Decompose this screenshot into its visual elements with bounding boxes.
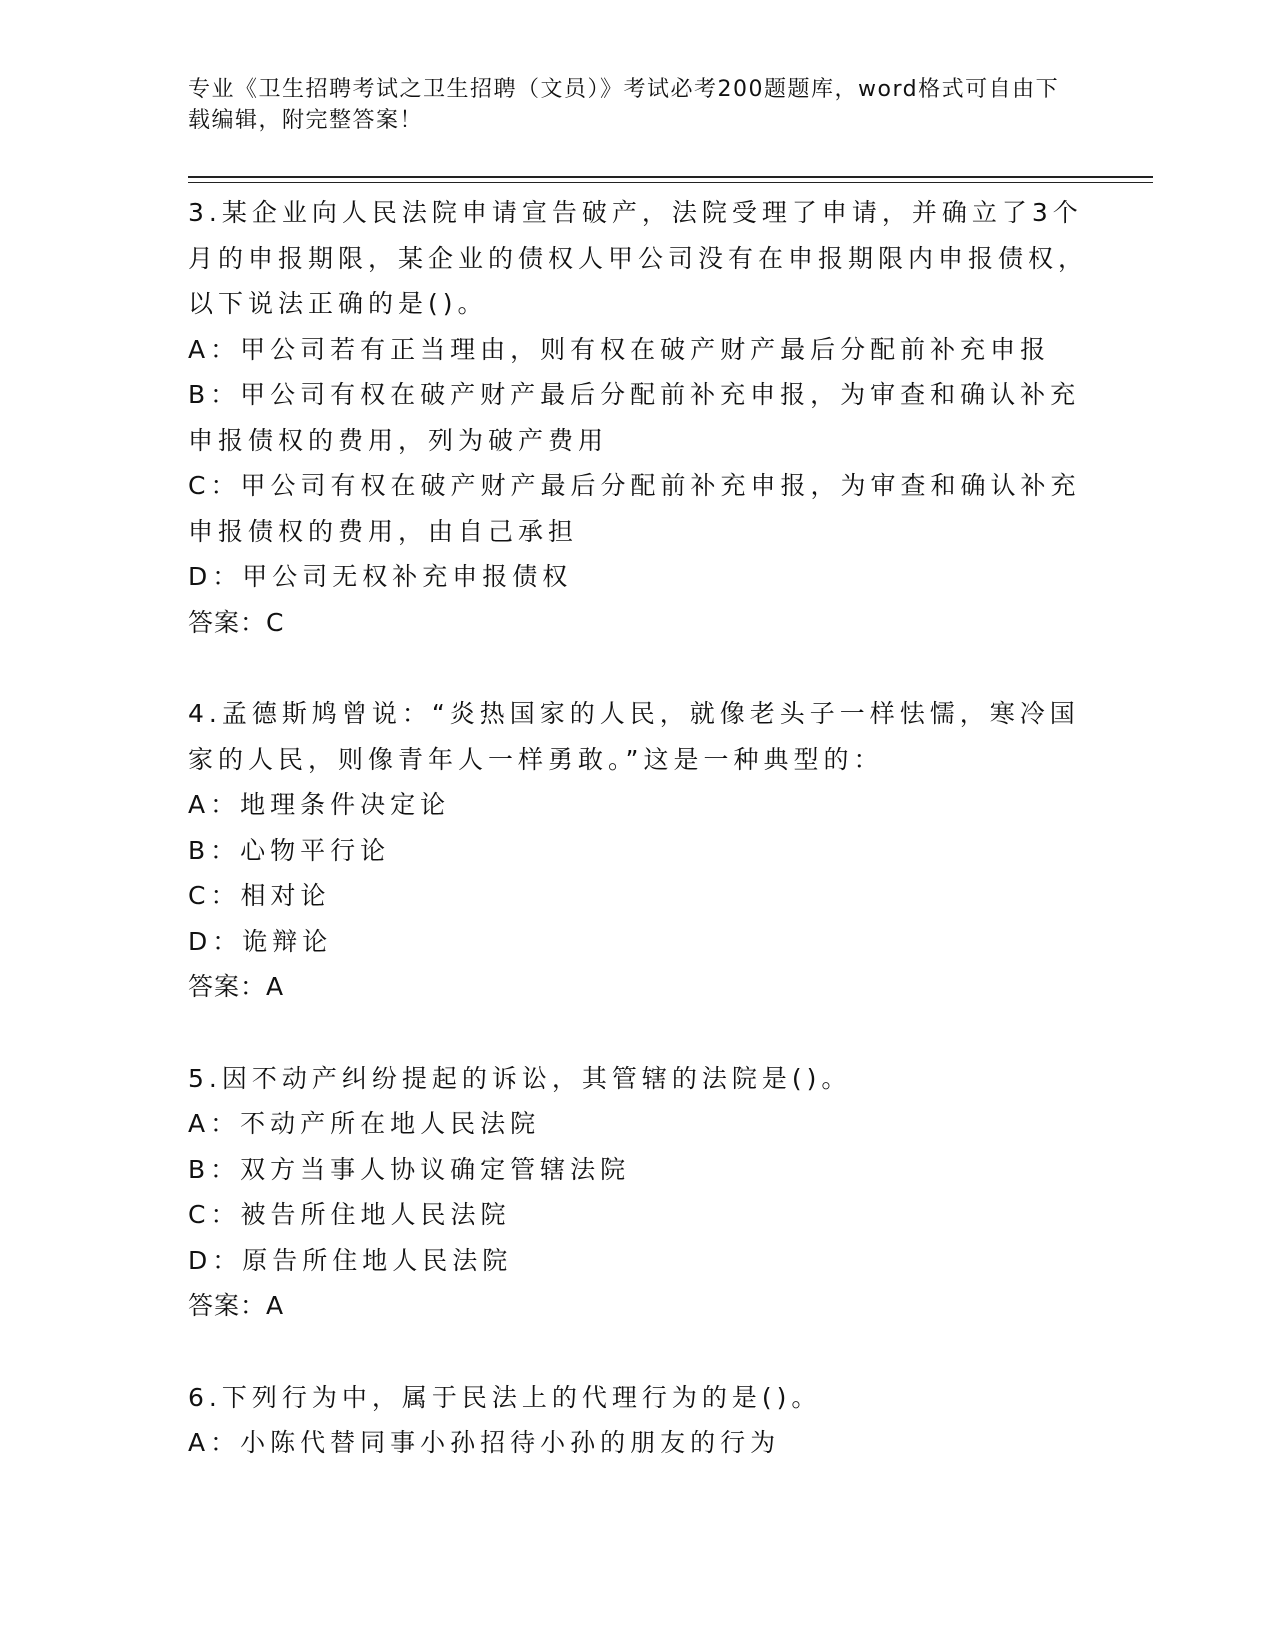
option-c: C：被告所住地人民法院 — [188, 1200, 511, 1229]
header-divider — [188, 176, 1153, 183]
option-c: C：相对论 — [188, 881, 331, 910]
question-stem: 5.因不动产纠纷提起的诉讼，其管辖的法院是()。 — [188, 1063, 852, 1093]
option-b: B：甲公司有权在破产财产最后分配前补充申报，为审查和确认补充申报债权的费用，列为破产费用 — [188, 380, 1081, 455]
document-header: 专业《卫生招聘考试之卫生招聘（文员）》考试必考200题题库，word格式可自由下载编辑，附完整答案！ — [188, 77, 1060, 133]
answer-line — [188, 600, 1088, 646]
question-3 — [188, 190, 1088, 645]
question-5 — [188, 1056, 1088, 1329]
answer-value: A — [266, 972, 285, 1001]
question-list — [188, 190, 1088, 1512]
option-b: B：心物平行论 — [188, 835, 391, 865]
question-stem: 4.孟德斯鸠曾说：“炎热国家的人民，就像老头子一样怯懦，寒冷国家的人民，则像青年人一样勇敢。”这是一种典型的： — [188, 699, 1080, 774]
question-4 — [188, 691, 1088, 1010]
answer-line — [188, 964, 1088, 1010]
option-b: B：双方当事人协议确定管辖法院 — [188, 1154, 631, 1184]
option-c: C：甲公司有权在破产财产最后分配前补充申报，为审查和确认补充申报债权的费用，由自己承担 — [188, 471, 1081, 546]
option-a: A：甲公司若有正当理由，则有权在破产财产最后分配前补充申报 — [188, 334, 1051, 364]
option-d: D：甲公司无权补充申报债权 — [188, 562, 573, 591]
option-a: A：小陈代替同事小孙招待小孙的朋友的行为 — [188, 1428, 781, 1457]
answer-label: 答案： — [188, 607, 267, 637]
option-d: D：原告所住地人民法院 — [188, 1245, 513, 1275]
answer-label: 答案： — [188, 1291, 267, 1320]
option-a: A：不动产所在地人民法院 — [188, 1109, 541, 1138]
question-stem: 3.某企业向人民法院申请宣告破产，法院受理了申请，并确立了3个月的申报期限，某企业的债权人甲公司没有在申报期限内申报债权，以下说法正确的是()。 — [188, 198, 1089, 318]
answer-line — [188, 1283, 1088, 1329]
answer-value: A — [266, 1291, 285, 1320]
question-stem: 6.下列行为中，属于民法上的代理行为的是()。 — [188, 1382, 822, 1412]
option-a: A：地理条件决定论 — [188, 790, 451, 819]
option-d: D：诡辩论 — [188, 926, 333, 956]
answer-value: C — [266, 607, 285, 637]
answer-label: 答案： — [188, 972, 267, 1001]
question-6 — [188, 1375, 1088, 1466]
